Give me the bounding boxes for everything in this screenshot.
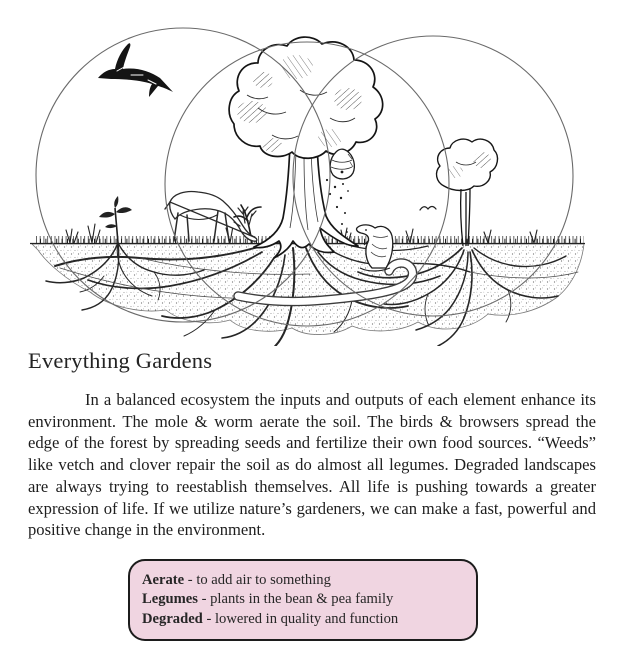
definition-item (142, 590, 466, 610)
seedling-icon (99, 196, 132, 243)
definition-term: Legumes (142, 591, 198, 608)
definition-item (142, 610, 466, 630)
beehive-icon (330, 149, 354, 179)
small-bird-icon (420, 207, 436, 211)
definition-text: plants in the bean & pea family (210, 591, 394, 608)
flying-bird-icon (98, 43, 173, 97)
definition-text: lowered in quality and function (214, 610, 399, 627)
definition-separator: - (197, 591, 211, 608)
definition-separator: - (184, 571, 197, 588)
deer-icon (165, 191, 257, 241)
definition-term: Degraded (142, 610, 203, 627)
definition-item (142, 571, 466, 591)
body-paragraph: In a balanced ecosystem the inputs and outputs of each element enhance its environment. The mole & worm aerate the soil. The birds & browsers spread the edge of the forest by spreading seeds and fertilize their own food sources. “Weeds” like vetch and clover repair the soil as do almost all legumes. Degraded landscapes are always trying to reestablish themselves. All life is pushing towards a greater expression of life. If we utilize nature’s gardeners, we can make a fast, powerful and positive change in the environment. (28, 390, 596, 540)
definition-term: Aerate (142, 571, 185, 588)
definition-separator: - (202, 610, 215, 627)
page-title: Everything Gardens (28, 348, 213, 373)
definitions-box (128, 559, 478, 642)
definition-text: to add air to something (196, 571, 331, 588)
large-tree-icon (229, 37, 383, 258)
